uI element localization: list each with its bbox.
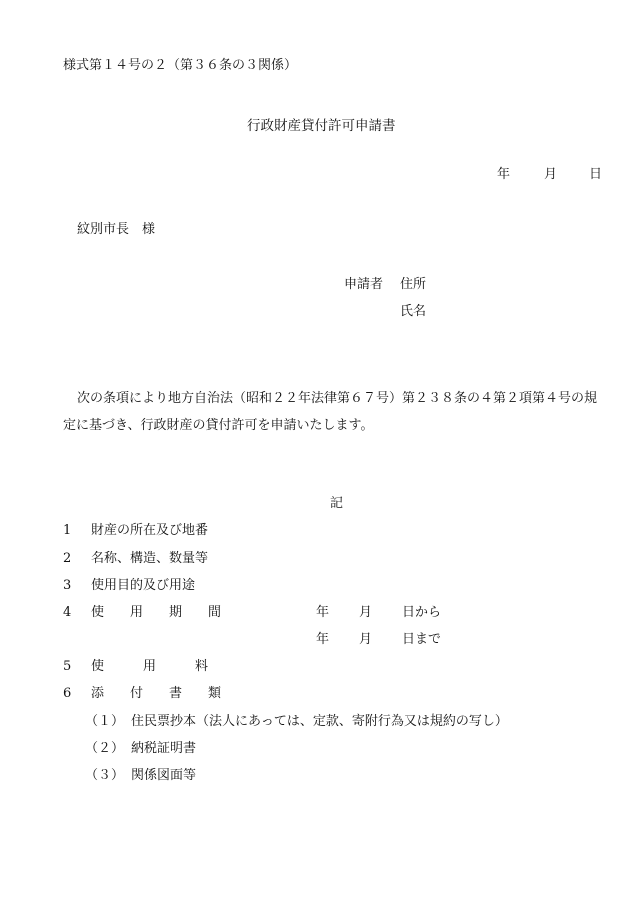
ki-heading: 記: [330, 496, 344, 511]
attachment-1: [85, 714, 508, 730]
period-to-year: 年: [316, 632, 330, 647]
attachment-label: 住民票抄本（法人にあっては、定款、寄附行為又は規約の写し）: [131, 714, 508, 729]
date-month: 月: [544, 167, 558, 182]
date-year: 年: [497, 167, 511, 182]
applicant-label: 申請者: [344, 277, 384, 292]
applicant-name-label: 氏名: [400, 304, 427, 319]
item-number: 3: [63, 578, 72, 593]
item-label: 財産の所在及び地番: [91, 523, 209, 538]
document-title: 行政財産貸付許可申請書: [247, 118, 396, 134]
application-statement: 次の条項により地方自治法（昭和２２年法律第６７号）第２３８条の４第２項第４号の規定に基づき、行政財産の貸付許可を申請いたします。: [63, 391, 598, 433]
item-label: 添 付 書 類: [91, 686, 222, 701]
item-number: 6: [63, 686, 72, 701]
item-number: 5: [63, 659, 72, 674]
attachment-3: [85, 768, 196, 784]
attachment-label: 納税証明書: [131, 741, 197, 756]
item-number: 2: [63, 551, 72, 566]
item-label: 使 用 料: [91, 659, 209, 674]
item-6: [63, 686, 221, 702]
item-1: [63, 523, 208, 539]
item-label: 使 用 期 間: [91, 605, 222, 620]
item-label: 名称、構造、数量等: [91, 551, 209, 566]
period-from: [316, 605, 441, 621]
item-2: [63, 551, 208, 567]
period-from-year: 年: [316, 605, 330, 620]
attachment-number: （１）: [85, 714, 125, 729]
attachment-label: 関係図面等: [131, 768, 197, 783]
period-to-month: 月: [359, 632, 373, 647]
applicant-address-label: 住所: [400, 277, 427, 292]
applicant-block: [344, 277, 426, 293]
item-label: 使用目的及び用途: [91, 578, 196, 593]
period-to-day: 日まで: [402, 632, 442, 647]
application-date: [497, 167, 602, 183]
item-4: [63, 605, 221, 621]
form-number: 様式第１４号の２（第３６条の３関係）: [63, 58, 298, 73]
attachment-number: （３）: [85, 768, 125, 783]
period-from-month: 月: [359, 605, 373, 620]
attachment-number: （２）: [85, 741, 125, 756]
attachment-2: [85, 741, 196, 757]
period-to: [316, 632, 441, 648]
item-3: [63, 578, 195, 594]
period-from-day: 日から: [402, 605, 442, 620]
date-day: 日: [589, 167, 603, 182]
item-number: 4: [63, 605, 72, 620]
item-5: [63, 659, 208, 675]
item-number: 1: [63, 523, 72, 538]
addressee: 紋別市長 様: [77, 222, 156, 237]
